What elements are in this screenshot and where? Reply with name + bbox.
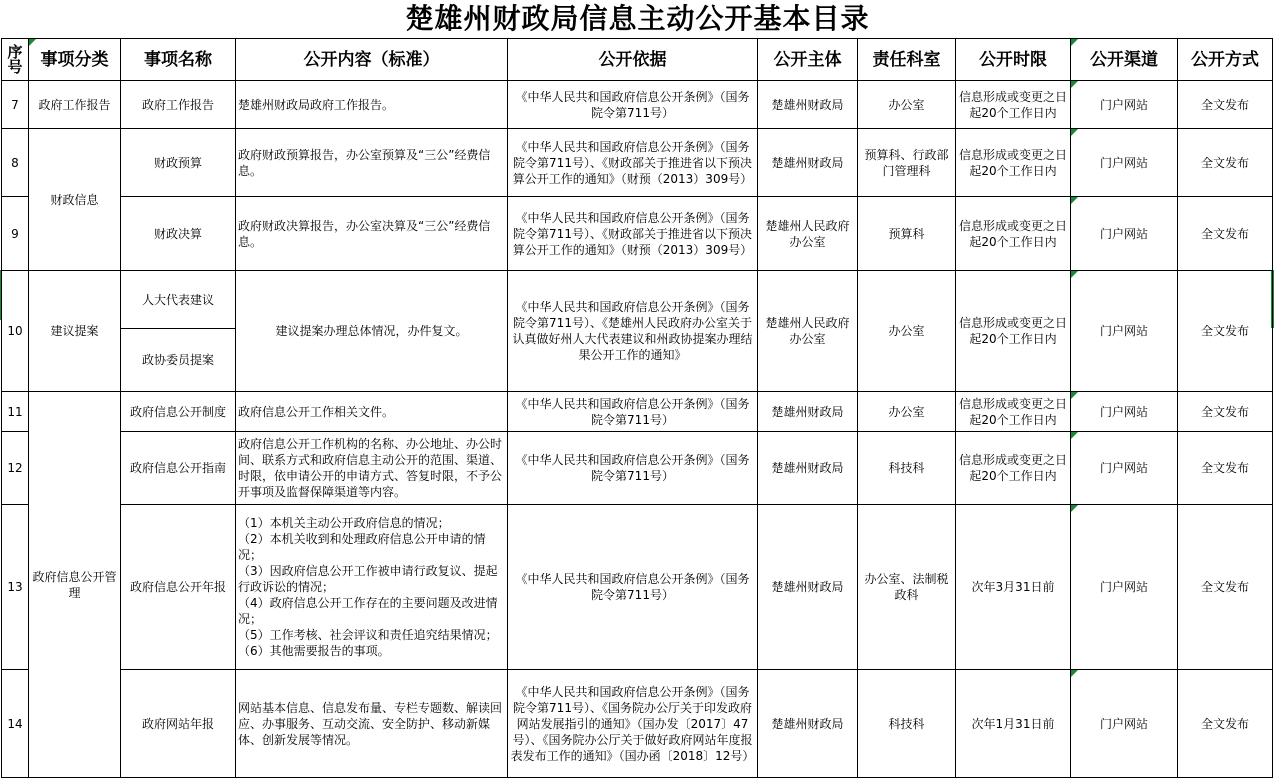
row-subject: 楚雄州财政局 [758,432,858,505]
row-time-limit: 信息形成或变更之日起20个工作日内 [956,197,1071,271]
row-seq: 11 [2,392,29,432]
document-title: 楚雄州财政局信息主动公开基本目录 [405,2,870,35]
row-basis: 《中华人民共和国政府信息公开条例》（国务院令第711号）、《财政部关于推进省以下预决算公开工作的通知》（财预（2013）309号） [508,129,758,197]
row-method: 全文发布 [1178,271,1273,392]
row-time-limit: 次年3月31日前 [956,505,1071,670]
row-subject: 楚雄州人民政府办公室 [758,271,858,392]
row-method: 全文发布 [1178,505,1273,670]
row-basis: 《中华人民共和国政府信息公开条例》（国务院令第711号）、《财政部关于推进省以下预决算公开工作的通知》（财预（2013）309号） [508,197,758,271]
content-line: （3）因政府信息公开工作被申请行政复议、提起行政诉讼的情况； [238,564,498,594]
header-content: 公开内容（标准） [236,39,508,81]
row-method: 全文发布 [1178,670,1273,778]
row-time-limit: 信息形成或变更之日起20个工作日内 [956,81,1071,129]
header-basis: 公开依据 [508,39,758,81]
content-line: （1）本机关主动公开政府信息的情况； [238,516,450,530]
row-method: 全文发布 [1178,129,1273,197]
row-channel: 门户网站 [1071,505,1178,670]
row-dept: 预算科 [858,197,956,271]
row-method: 全文发布 [1178,197,1273,271]
header-dept: 责任科室 [858,39,956,81]
row-channel: 门户网站 [1071,271,1178,392]
row-content-list [236,505,508,670]
row-dept: 办公室、法制税政科 [858,505,956,670]
row-dept: 办公室 [858,81,956,129]
row-seq: 12 [2,432,29,505]
table-row [2,271,1273,329]
row-channel: 门户网站 [1071,129,1178,197]
content-line: （4）政府信息公开工作存在的主要问题及改进情况； [238,596,498,626]
row-category: 建议提案 [29,271,121,392]
row-name: 政府信息公开制度 [121,392,236,432]
row-content: 网站基本信息、信息发布量、专栏专题数、解读回应、办事服务、互动交流、安全防护、移动新媒体、创新发展等情况。 [236,670,508,778]
row-category: 政府信息公开管理 [29,392,121,778]
header-name: 事项名称 [121,39,236,81]
table-row [2,129,1273,197]
table-row [2,197,1273,271]
row-category: 政府工作报告 [29,81,121,129]
row-name: 财政预算 [121,129,236,197]
header-time-limit: 公开时限 [956,39,1071,81]
row-method: 全文发布 [1178,392,1273,432]
row-category: 财政信息 [29,129,121,271]
header-row [2,39,1273,81]
header-category: 事项分类 [29,39,121,81]
row-basis: 《中华人民共和国政府信息公开条例》（国务院令第711号） [508,392,758,432]
row-content: 政府财政决算报告，办公室决算及“三公”经费信息。 [236,197,508,271]
row-name: 政府信息公开指南 [121,432,236,505]
row-name: 政府信息公开年报 [121,505,236,670]
table-row [2,670,1273,778]
row-seq: 14 [2,670,29,778]
table-row [2,81,1273,129]
row-basis: 《中华人民共和国政府信息公开条例》（国务院令第711号） [508,81,758,129]
row-dept: 科技科 [858,670,956,778]
row-content: 政府财政预算报告，办公室预算及“三公”经费信息。 [236,129,508,197]
header-seq: 序号 [2,39,29,81]
row-channel: 门户网站 [1071,81,1178,129]
row-basis: 《中华人民共和国政府信息公开条例》（国务院令第711号） [508,432,758,505]
row-content: 政府信息公开工作机构的名称、办公地址、办公时间、联系方式和政府信息主动公开的范围、渠道、时限，依申请公开的申请方式、答复时限，不予公开事项及监督保障渠道等内容。 [236,432,508,505]
header-method: 公开方式 [1178,39,1273,81]
row-channel: 门户网站 [1071,670,1178,778]
row-name: 政府工作报告 [121,81,236,129]
row-time-limit: 信息形成或变更之日起20个工作日内 [956,129,1071,197]
table-row [2,432,1273,505]
content-line: （6）其他需要报告的事项。 [238,644,390,658]
content-line: （5）工作考核、社会评议和责任追究结果情况； [238,628,498,642]
row-channel: 门户网站 [1071,432,1178,505]
header-subject: 公开主体 [758,39,858,81]
table-row [2,505,1273,670]
catalog-table [1,38,1273,778]
row-seq: 9 [2,197,29,271]
row-subject: 楚雄州财政局 [758,81,858,129]
row-name-npc: 人大代表建议 [121,271,236,329]
row-dept: 办公室 [858,271,956,392]
row-subject: 楚雄州财政局 [758,505,858,670]
row-method: 全文发布 [1178,432,1273,505]
row-subject: 楚雄州人民政府办公室 [758,197,858,271]
row-content: 楚雄州财政局政府工作报告。 [236,81,508,129]
header-channel: 公开渠道 [1071,39,1178,81]
row-seq: 8 [2,129,29,197]
row-content: 政府信息公开工作相关文件。 [236,392,508,432]
row-seq: 7 [2,81,29,129]
table-row [2,392,1273,432]
row-subject: 楚雄州财政局 [758,129,858,197]
row-content: 建议提案办理总体情况，办件复文。 [236,271,508,392]
row-name: 政府网站年报 [121,670,236,778]
row-seq: 10 [2,271,29,392]
row-dept: 办公室 [858,392,956,432]
row-time-limit: 信息形成或变更之日起20个工作日内 [956,271,1071,392]
row-seq: 13 [2,505,29,670]
row-basis: 《中华人民共和国政府信息公开条例》（国务院令第711号） [508,505,758,670]
row-basis: 《中华人民共和国政府信息公开条例》（国务院令第711号）、《国务院办公厅关于印发政府网站发展指引的通知》（国办发〔2017〕47号）、《国务院办公厅关于做好政府网站年度报表发布工作的通知》（国办函〔2018〕12号） [508,670,758,778]
row-channel: 门户网站 [1071,392,1178,432]
row-method: 全文发布 [1178,81,1273,129]
row-subject: 楚雄州财政局 [758,670,858,778]
row-time-limit: 次年1月31日前 [956,670,1071,778]
row-subject: 楚雄州财政局 [758,392,858,432]
row-dept: 科技科 [858,432,956,505]
row-time-limit: 信息形成或变更之日起20个工作日内 [956,392,1071,432]
row-dept: 预算科、行政部门管理科 [858,129,956,197]
content-line: （2）本机关收到和处理政府信息公开申请的情况； [238,532,486,562]
row-name-cppcc: 政协委员提案 [121,329,236,392]
row-time-limit: 信息形成或变更之日起20个工作日内 [956,432,1071,505]
row-basis: 《中华人民共和国政府信息公开条例》（国务院令第711号）、《楚雄州人民政府办公室关于认真做好州人大代表建议和州政协提案办理结果公开工作的通知》 [508,271,758,392]
row-channel: 门户网站 [1071,197,1178,271]
row-name: 财政决算 [121,197,236,271]
